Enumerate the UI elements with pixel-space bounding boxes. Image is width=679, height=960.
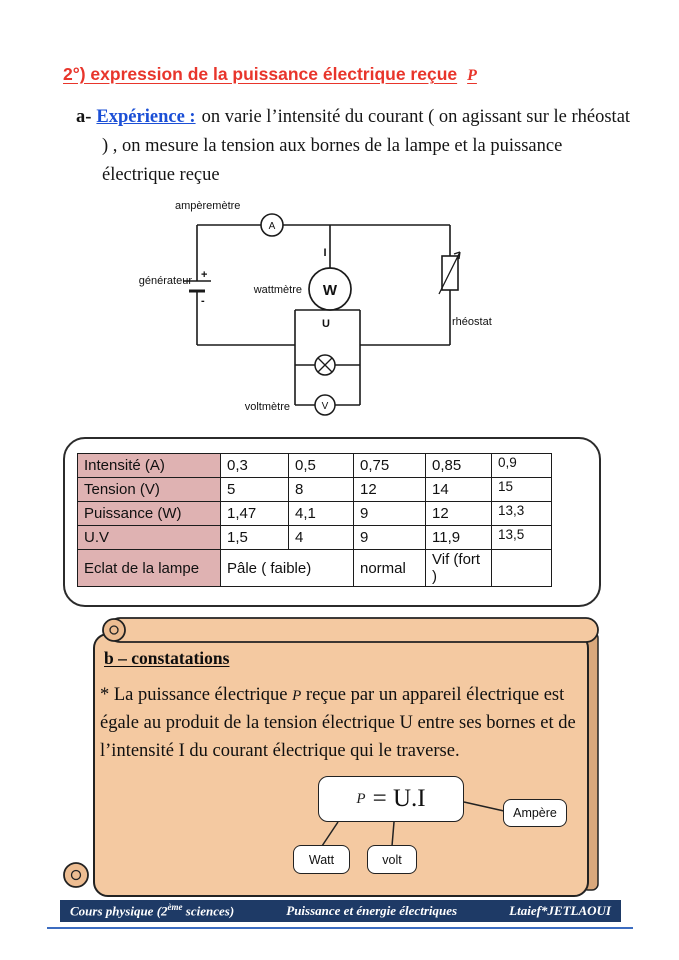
cell: 13,3 xyxy=(492,502,552,526)
amperemetre-label: ampèremètre xyxy=(175,200,241,212)
cell: 12 xyxy=(426,502,492,526)
row-header: Eclat de la lampe xyxy=(78,550,221,587)
measurement-table xyxy=(77,453,552,587)
row-header: Puissance (W) xyxy=(78,502,221,526)
experience-label: Expérience : xyxy=(96,107,196,127)
formula-p-symbol: P xyxy=(356,790,366,807)
cell: 9 xyxy=(354,502,426,526)
voltmetre-label: voltmètre xyxy=(244,401,290,413)
circuit-diagram xyxy=(130,192,520,427)
footer-bar xyxy=(60,900,621,922)
formula-box xyxy=(318,776,464,822)
callout-watt: Watt xyxy=(293,845,350,874)
footer-course-text: Cours physique (2 xyxy=(70,903,168,919)
cell: 1,5 xyxy=(221,526,289,550)
scroll-top-curl xyxy=(103,619,125,641)
generateur-label: générateur xyxy=(138,275,192,287)
row-header: Intensité (A) xyxy=(78,454,221,478)
battery-minus-label: - xyxy=(201,295,205,307)
experience-text: on varie l’intensité du courant ( on agissant sur le rhéostat ) , on mesure la tension aux bornes de la lampe et la puissance électrique reçue xyxy=(102,107,631,185)
cell: 0,5 xyxy=(289,454,354,478)
table-row-tension xyxy=(78,478,552,502)
ammeter-letter: A xyxy=(268,221,276,232)
table-row-uv xyxy=(78,526,552,550)
footer-course-text: sciences) xyxy=(182,903,235,919)
callout-volt: volt xyxy=(367,845,417,874)
scroll-top-roll xyxy=(108,618,598,642)
wattmetre-label: wattmètre xyxy=(253,284,302,296)
constatations-paragraph xyxy=(100,682,578,765)
bottom-border-line xyxy=(47,927,633,929)
page-title xyxy=(63,64,477,85)
cell: Vif (fort ) xyxy=(426,550,492,587)
cell: Pâle ( faible) xyxy=(221,550,354,587)
cell: 4,1 xyxy=(289,502,354,526)
row-header: Tension (V) xyxy=(78,478,221,502)
footer-author: Ltaief*JETLAOUI xyxy=(509,903,611,918)
constatations-heading: b – constatations xyxy=(104,648,230,668)
title-text: 2°) expression de la puissance électrique reçue xyxy=(63,64,458,84)
formula-expression: = U.I xyxy=(372,785,426,812)
current-label: I xyxy=(323,247,327,259)
cell: 13,5 xyxy=(492,526,552,550)
scroll-bottom-curl xyxy=(64,863,88,887)
cell: 5 xyxy=(221,478,289,502)
experience-paragraph xyxy=(76,103,632,190)
power-symbol: P xyxy=(292,688,302,704)
cell: 0,3 xyxy=(221,454,289,478)
measurement-table-container xyxy=(63,437,601,607)
wattmeter-letter: W xyxy=(322,282,338,299)
footer-course xyxy=(70,902,234,919)
cell: 9 xyxy=(354,526,426,550)
cell: 11,9 xyxy=(426,526,492,550)
title-power-symbol: P xyxy=(467,67,477,84)
cell: 0,9 xyxy=(492,454,552,478)
experience-prefix: a- xyxy=(76,107,92,127)
footer-superscript: ème xyxy=(167,902,183,913)
cell: 4 xyxy=(289,526,354,550)
callout-ampere: Ampère xyxy=(503,799,567,827)
table-row-intensite xyxy=(78,454,552,478)
circuit-wires xyxy=(183,225,450,405)
battery-plus-label: + xyxy=(201,269,208,281)
cell: 1,47 xyxy=(221,502,289,526)
table-row-puissance xyxy=(78,502,552,526)
footer-chapter: Puissance et énergie électriques xyxy=(286,903,458,918)
voltmeter-letter: V xyxy=(321,401,329,412)
row-header: U.V xyxy=(78,526,221,550)
cell: 14 xyxy=(426,478,492,502)
rheostat-label: rhéostat xyxy=(452,316,492,328)
cell: 8 xyxy=(289,478,354,502)
table-row-eclat xyxy=(78,550,552,587)
paragraph-text: * La puissance électrique xyxy=(100,685,293,705)
cell: normal xyxy=(354,550,426,587)
cell: 15 xyxy=(492,478,552,502)
cell: 12 xyxy=(354,478,426,502)
paragraph-text: reçue par un appareil électrique est égale au produit de la tension électrique U entre ses bornes et de l’intensité I du courant électrique qui le traverse. xyxy=(100,685,576,761)
voltage-label: U xyxy=(322,318,330,330)
cell: 0,85 xyxy=(426,454,492,478)
cell xyxy=(492,550,552,587)
cell: 0,75 xyxy=(354,454,426,478)
